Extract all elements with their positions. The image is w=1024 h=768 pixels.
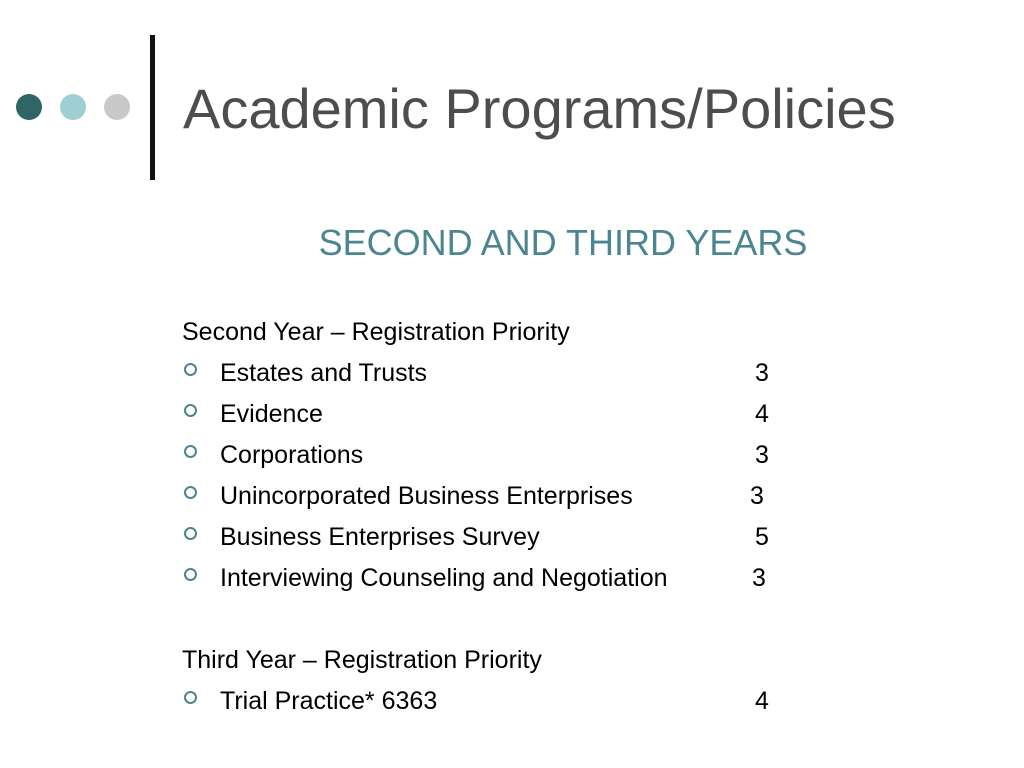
course-name: Trial Practice* 6363 [220,687,438,715]
list-item [182,396,802,437]
course-name: Corporations [220,441,364,469]
list-item [182,478,802,519]
slide-subtitle: SECOND AND THIRD YEARS [318,222,808,263]
course-name: Interviewing Counseling and Negotiation [220,564,668,592]
slide-title: Academic Programs/Policies [183,77,896,140]
course-name: Unincorporated Business Enterprises [220,482,633,510]
list-item [182,437,802,478]
course-credits: 4 [755,687,769,715]
decorative-dots [16,94,136,120]
dark-teal-dot-icon [16,94,42,120]
list-item [182,519,802,560]
circle-bullet-icon [184,691,197,704]
course-list [182,355,802,601]
course-credits: 5 [755,523,769,551]
title-divider [150,35,155,180]
circle-bullet-icon [184,568,197,581]
list-item [182,560,802,601]
course-credits: 4 [755,400,769,428]
course-name: Evidence [220,400,323,428]
list-item [182,355,802,396]
course-list [182,683,802,724]
section-heading: Third Year – Registration Priority [182,646,542,674]
course-credits: 3 [750,482,764,510]
circle-bullet-icon [184,363,197,376]
third-year-section [182,642,802,724]
course-credits: 3 [752,564,766,592]
course-name: Estates and Trusts [220,359,428,387]
section-heading: Second Year – Registration Priority [182,318,570,346]
course-credits: 3 [755,441,769,469]
circle-bullet-icon [184,445,197,458]
circle-bullet-icon [184,404,197,417]
list-item [182,683,802,724]
circle-bullet-icon [184,527,197,540]
second-year-section [182,314,802,601]
gray-dot-icon [104,94,130,120]
course-name: Business Enterprises Survey [220,523,540,551]
course-credits: 3 [755,359,769,387]
circle-bullet-icon [184,486,197,499]
light-teal-dot-icon [60,94,86,120]
